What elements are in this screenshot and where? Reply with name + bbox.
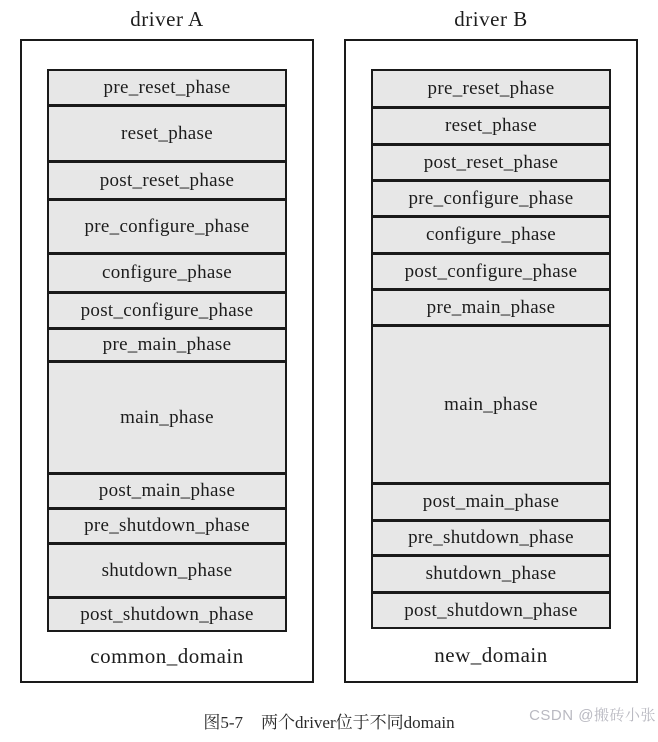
driver-a-title: driver A bbox=[130, 7, 204, 31]
phase-box-pre_configure_phase: pre_configure_phase bbox=[49, 201, 285, 252]
phase-box-post_main_phase: post_main_phase bbox=[373, 485, 609, 519]
csdn-watermark: CSDN @搬砖小张 bbox=[529, 707, 656, 724]
new-domain-label: new_domain bbox=[434, 642, 548, 667]
common-domain-label: common_domain bbox=[90, 644, 244, 668]
phase-box-pre_reset_phase: pre_reset_phase bbox=[373, 71, 609, 106]
phase-box-post_reset_phase: post_reset_phase bbox=[49, 163, 285, 198]
phase-box-post_reset_phase: post_reset_phase bbox=[373, 146, 609, 179]
figure-title: 两个driver位于不同domain bbox=[261, 713, 455, 732]
phase-box-post_main_phase: post_main_phase bbox=[49, 475, 285, 507]
driver-a-column bbox=[20, 6, 314, 683]
driver-b-column bbox=[344, 6, 638, 683]
phase-box-configure_phase: configure_phase bbox=[373, 218, 609, 252]
phase-box-main_phase: main_phase bbox=[49, 363, 285, 472]
phase-box-post_shutdown_phase: post_shutdown_phase bbox=[373, 594, 609, 627]
phase-box-pre_configure_phase: pre_configure_phase bbox=[373, 182, 609, 215]
common-domain-box bbox=[20, 39, 314, 683]
phase-box-post_configure_phase: post_configure_phase bbox=[373, 255, 609, 288]
phase-box-pre_main_phase: pre_main_phase bbox=[49, 330, 285, 360]
phase-box-post_configure_phase: post_configure_phase bbox=[49, 294, 285, 327]
phase-box-pre_shutdown_phase: pre_shutdown_phase bbox=[373, 522, 609, 554]
figure-number: 图5-7 bbox=[203, 713, 244, 732]
phase-box-pre_shutdown_phase: pre_shutdown_phase bbox=[49, 510, 285, 542]
driver-a-phase-stack bbox=[47, 69, 287, 632]
phase-box-pre_reset_phase: pre_reset_phase bbox=[49, 71, 285, 104]
phase-box-reset_phase: reset_phase bbox=[373, 109, 609, 143]
new-domain-box bbox=[344, 39, 638, 683]
phase-box-configure_phase: configure_phase bbox=[49, 255, 285, 291]
phase-box-shutdown_phase: shutdown_phase bbox=[373, 557, 609, 591]
phase-box-pre_main_phase: pre_main_phase bbox=[373, 291, 609, 324]
phase-box-reset_phase: reset_phase bbox=[49, 107, 285, 160]
driver-b-title: driver B bbox=[454, 7, 528, 31]
driver-b-phase-stack bbox=[371, 69, 611, 629]
phase-box-post_shutdown_phase: post_shutdown_phase bbox=[49, 599, 285, 630]
phase-box-main_phase: main_phase bbox=[373, 327, 609, 482]
phase-box-shutdown_phase: shutdown_phase bbox=[49, 545, 285, 596]
